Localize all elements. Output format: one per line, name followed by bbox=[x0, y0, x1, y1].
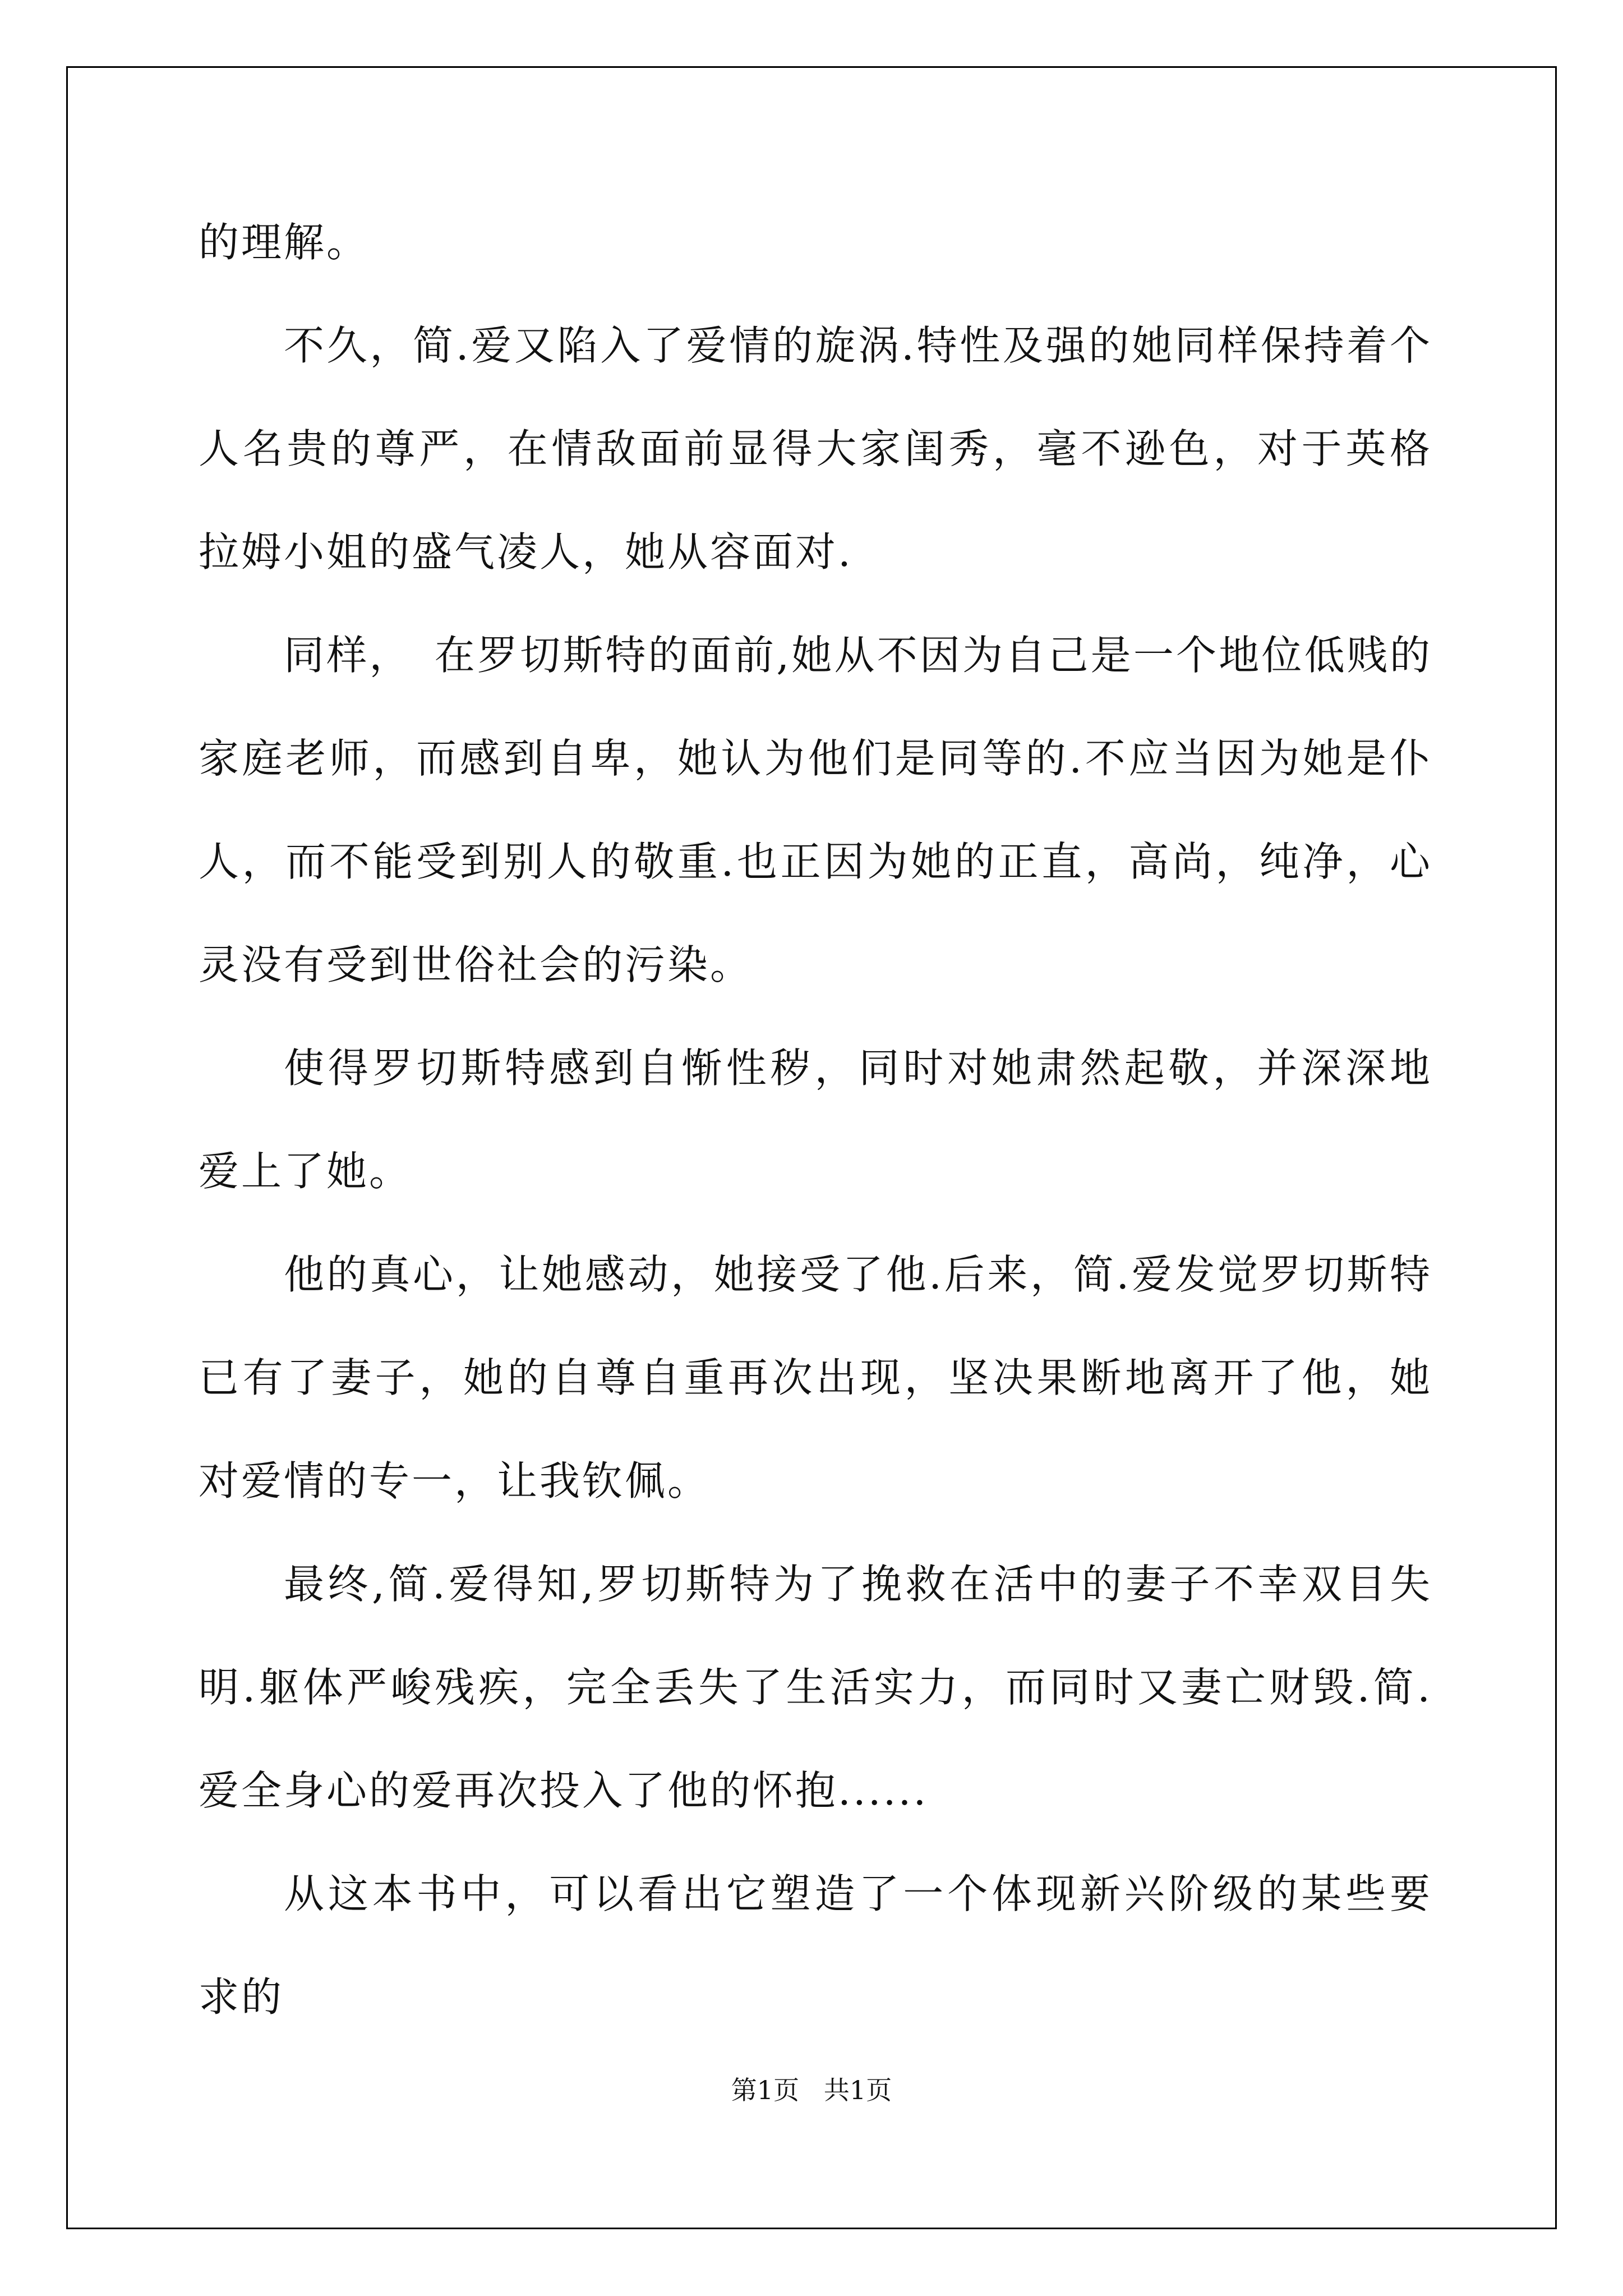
paragraph-4: 使得罗切斯特感到自惭性秽，同时对她肃然起敬，并深深地爱上了她。 bbox=[199, 1045, 1432, 1195]
paragraph-6: 最终,简.爱得知,罗切斯特为了挽救在活中的妻子不幸双目失明.躯体严峻残疾，完全丢失了生活实力，而同时又妻亡财毁.简.爱全身心的爱再次投入了他的怀抱...... bbox=[199, 1561, 1432, 1814]
paragraph-5: 他的真心，让她感动，她接受了他.后来，简.爱发觉罗切斯特已有了妻子，她的自尊自重再次出现，坚决果断地离开了他，她对爱情的专一，让我钦佩。 bbox=[199, 1251, 1432, 1504]
paragraph-2: 不久，简.爱又陷入了爱情的旋涡.特性及强的她同样保持着个人名贵的尊严，在情敌面前显得大家闺秀，毫不逊色，对于英格拉姆小姐的盛气凌人，她从容面对. bbox=[199, 322, 1432, 576]
paragraph-1: 的理解。 bbox=[199, 219, 370, 266]
paragraph-7: 从这本书中，可以看出它塑造了一个体现新兴阶级的某些要求的 bbox=[199, 1870, 1432, 2021]
document-body bbox=[199, 191, 1432, 2049]
page-number-footer: 第1页 共1页 bbox=[731, 2075, 892, 2105]
paragraph-3: 同样， 在罗切斯特的面前,她从不因为自己是一个地位低贱的家庭老师，而感到自卑，她认为他们是同等的.不应当因为她是仆人，而不能受到别人的敬重.也正因为她的正直，高尚，纯净，心灵没有受到世俗社会的污染。 bbox=[199, 632, 1432, 988]
